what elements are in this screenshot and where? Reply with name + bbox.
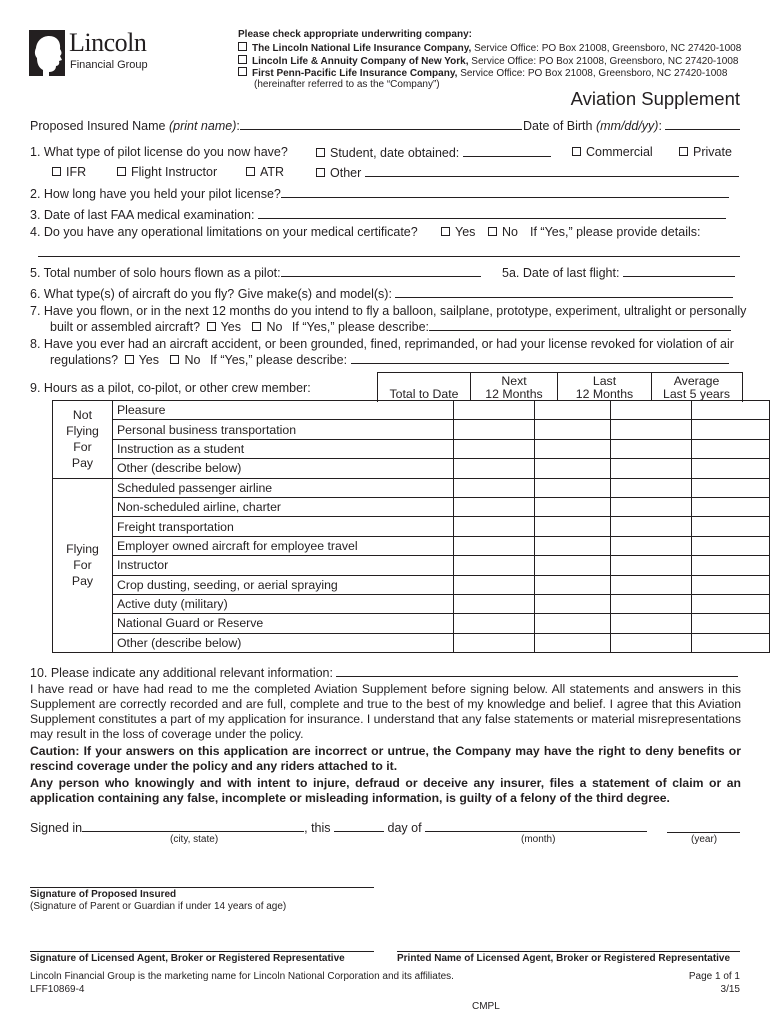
hours-input-cell[interactable] [453, 633, 534, 652]
hours-input-cell[interactable] [610, 556, 692, 575]
month-input[interactable] [425, 820, 647, 832]
q1-private[interactable]: Private [679, 145, 732, 159]
checkbox[interactable] [316, 148, 325, 157]
q7-line2: built or assembled aircraft? Yes No If “Yes,” please describe: [50, 319, 731, 334]
checkbox[interactable] [238, 67, 247, 76]
activity-label: Other (describe below) [112, 633, 453, 652]
table-row [53, 439, 770, 458]
hours-input-cell[interactable] [534, 556, 610, 575]
hours-input-cell[interactable] [692, 594, 770, 613]
table-row [53, 478, 770, 497]
q3-field[interactable]: 3. Date of last FAA medical examination: [30, 207, 726, 222]
dob-input[interactable] [665, 118, 740, 130]
city-state-hint: (city, state) [170, 834, 219, 845]
company-option-2[interactable]: Lincoln Life & Annuity Company of New York, Service Office: PO Box 21008, Greensboro, NC 27420-1008 [238, 55, 738, 67]
checkbox[interactable] [238, 42, 247, 51]
hours-input-cell[interactable] [610, 401, 692, 420]
q1-text: 1. What type of pilot license do you now have? [30, 145, 288, 159]
hours-input-cell[interactable] [453, 614, 534, 633]
year-input[interactable] [667, 832, 740, 833]
footer-page: Page 1 of 1 [688, 971, 740, 982]
activity-label: Crop dusting, seeding, or aerial spraying [112, 575, 453, 594]
hours-input-cell[interactable] [692, 556, 770, 575]
checkbox[interactable] [252, 322, 261, 331]
hours-input-cell[interactable] [534, 459, 610, 478]
activity-label: Personal business transportation [112, 420, 453, 439]
q8-line2: regulations? Yes No If “Yes,” please describe: [50, 352, 729, 367]
month-hint: (month) [521, 834, 556, 845]
hours-input-cell[interactable] [692, 439, 770, 458]
q4-details-line[interactable] [38, 256, 740, 257]
q5a-field[interactable]: 5a. Date of last flight: [502, 265, 735, 280]
hours-input-cell[interactable] [534, 401, 610, 420]
q1-ifr[interactable]: IFR [52, 165, 86, 179]
q9-text: 9. Hours as a pilot, co-pilot, or other crew member: [30, 381, 311, 395]
footer-form-number: LFF10869-4 [30, 984, 85, 995]
hours-input-cell[interactable] [692, 478, 770, 497]
agent-signature-label: Signature of Licensed Agent, Broker or Registered Representative [30, 953, 345, 964]
footer-code: CMPL [472, 1001, 500, 1012]
q2-field[interactable]: 2. How long have you held your pilot license? [30, 186, 729, 201]
checkbox[interactable] [125, 355, 134, 364]
hours-input-cell[interactable] [453, 517, 534, 536]
q6-field[interactable]: 6. What type(s) of aircraft do you fly? Give make(s) and model(s): [30, 286, 733, 301]
hours-input-cell[interactable] [534, 478, 610, 497]
hours-input-cell[interactable] [453, 497, 534, 516]
flying-group-label: Flying For Pay [53, 478, 113, 653]
checkbox[interactable] [488, 227, 497, 236]
not-flying-group-label: Not Flying For Pay [53, 401, 113, 479]
table-row [53, 556, 770, 575]
hours-input-cell[interactable] [610, 478, 692, 497]
hours-input-cell[interactable] [692, 614, 770, 633]
q5-field[interactable]: 5. Total number of solo hours flown as a pilot: [30, 265, 481, 280]
hours-input-cell[interactable] [453, 575, 534, 594]
activity-label: Instructor [112, 556, 453, 575]
hours-input-cell[interactable] [453, 594, 534, 613]
hours-input-cell[interactable] [534, 420, 610, 439]
dob-field[interactable]: Date of Birth (mm/dd/yy): [523, 118, 740, 133]
q1-other[interactable]: Other [316, 165, 739, 180]
activity-label: National Guard or Reserve [112, 614, 453, 633]
q1-instructor[interactable]: Flight Instructor [117, 165, 217, 179]
hours-input-cell[interactable] [453, 556, 534, 575]
checkbox[interactable] [238, 55, 247, 64]
checkbox[interactable] [117, 167, 126, 176]
hours-input-cell[interactable] [610, 594, 692, 613]
hours-input-cell[interactable] [692, 575, 770, 594]
hours-input-cell[interactable] [453, 536, 534, 555]
hours-input-cell[interactable] [534, 439, 610, 458]
col-next-12-months: Next 12 Months [485, 374, 543, 401]
q1-atr[interactable]: ATR [246, 165, 284, 179]
activity-label: Freight transportation [112, 517, 453, 536]
activity-label: Scheduled passenger airline [112, 478, 453, 497]
table-row [53, 614, 770, 633]
signed-in-field[interactable]: Signed in , this day of [30, 820, 647, 835]
hours-input-cell[interactable] [453, 459, 534, 478]
hours-input-cell[interactable] [534, 497, 610, 516]
agent-signature-line[interactable] [30, 951, 374, 952]
hours-input-cell[interactable] [610, 614, 692, 633]
table-row [53, 420, 770, 439]
q4-if-yes: If “Yes,” please provide details: [530, 225, 701, 239]
hours-input-cell[interactable] [534, 517, 610, 536]
table-row [53, 497, 770, 516]
hours-input-cell[interactable] [610, 497, 692, 516]
hours-input-cell[interactable] [453, 420, 534, 439]
lincoln-logo [29, 28, 169, 78]
checkbox[interactable] [679, 147, 688, 156]
q1-commercial[interactable]: Commercial [572, 145, 653, 159]
activity-label: Instruction as a student [112, 439, 453, 458]
hours-input-cell[interactable] [453, 478, 534, 497]
activity-label: Non-scheduled airline, charter [112, 497, 453, 516]
insured-signature-label: Signature of Proposed Insured [30, 889, 177, 900]
table-row [53, 517, 770, 536]
form-title: Aviation Supplement [570, 88, 740, 109]
hours-input-cell[interactable] [534, 594, 610, 613]
activity-label: Pleasure [112, 401, 453, 420]
hours-input-cell[interactable] [453, 401, 534, 420]
logo-wordmark: Lincoln [69, 28, 147, 57]
col-last-12-months: Last 12 Months [575, 374, 634, 401]
checkbox[interactable] [316, 168, 325, 177]
q4-yes[interactable]: Yes [441, 225, 475, 239]
hours-input-cell[interactable] [534, 614, 610, 633]
q4-text: 4. Do you have any operational limitations on your medical certificate? [30, 225, 418, 239]
checkbox[interactable] [52, 167, 61, 176]
insured-signature-line[interactable] [30, 887, 374, 888]
agent-printed-name-label: Printed Name of Licensed Agent, Broker or Registered Representative [397, 953, 731, 964]
table-row [53, 575, 770, 594]
hours-input-cell[interactable] [610, 633, 692, 652]
hours-input-cell[interactable] [692, 459, 770, 478]
checkbox[interactable] [170, 355, 179, 364]
q7-line1: 7. Have you flown, or in the next 12 months do you intend to fly a balloon, sailplane, prototype, experiment, ultralight or personally [30, 304, 747, 318]
checkbox[interactable] [246, 167, 255, 176]
hours-input-cell[interactable] [534, 633, 610, 652]
hours-input-cell[interactable] [692, 497, 770, 516]
attestation-statement: I have read or have had read to me the completed Aviation Supplement before signing below. All statements and answers in this Supplement are correctly recorded and are full, complete and true to the best of my knowledge and belief. I agree that this Aviation Supplement constitutes a part of my application for insurance. I understand that any false statements or material misrepresentations may result in the loss of coverage under the policy. [30, 682, 741, 741]
checkbox[interactable] [207, 322, 216, 331]
col-average-5-years: Average Last 5 years [663, 374, 730, 401]
lincoln-silhouette-icon [29, 30, 65, 76]
company-option-1[interactable]: The Lincoln National Life Insurance Company, Service Office: PO Box 21008, Greensboro, NC 27420-1008 [238, 42, 741, 54]
hours-input-cell[interactable] [692, 536, 770, 555]
hours-input-cell[interactable] [610, 420, 692, 439]
year-hint: (year) [691, 834, 718, 845]
hours-input-cell[interactable] [453, 439, 534, 458]
hours-input-cell[interactable] [534, 536, 610, 555]
hours-table [52, 400, 770, 653]
activity-label: Employer owned aircraft for employee travel [112, 536, 453, 555]
company-option-3[interactable]: First Penn-Pacific Life Insurance Company, Service Office: PO Box 21008, Greensboro, NC 27420-1008 [238, 67, 727, 79]
table-row [53, 633, 770, 652]
table-row [53, 594, 770, 613]
checkbox[interactable] [572, 147, 581, 156]
fraud-statement: Any person who knowingly and with intent to injure, defraud or deceive any insurer, files a statement of claim or an application containing any false, incomplete or misleading information, is guilty of a felony of the third degree. [30, 776, 741, 805]
agent-printed-name-line[interactable] [397, 951, 740, 952]
q4-no[interactable]: No [488, 225, 518, 239]
table-row [53, 536, 770, 555]
activity-label: Other (describe below) [112, 459, 453, 478]
q1-student[interactable]: Student, date obtained: [316, 145, 551, 160]
hours-input-cell[interactable] [610, 459, 692, 478]
table-row [53, 401, 770, 420]
q8-line1: 8. Have you ever had an aircraft accident, or been grounded, fined, reprimanded, or had your license revoked for violation of air [30, 337, 734, 351]
hours-input-cell[interactable] [692, 633, 770, 652]
caution-statement: Caution: If your answers on this application are incorrect or untrue, the Company may have the right to deny benefits or rescind coverage under the policy and any riders attached to it. [30, 744, 741, 773]
city-state-input[interactable] [82, 820, 304, 832]
table-row [53, 459, 770, 478]
hours-input-cell[interactable] [692, 420, 770, 439]
hours-input-cell[interactable] [610, 575, 692, 594]
day-input[interactable] [334, 820, 384, 832]
hours-input-cell[interactable] [534, 575, 610, 594]
insured-name-field[interactable]: Proposed Insured Name (print name): [30, 118, 522, 133]
footer-date: 3/15 [720, 984, 740, 995]
q10-field[interactable]: 10. Please indicate any additional relevant information: [30, 665, 738, 680]
hours-input-cell[interactable] [692, 517, 770, 536]
hours-input-cell[interactable] [610, 536, 692, 555]
underwriting-title: Please check appropriate underwriting company: [238, 29, 472, 40]
logo-subtitle: Financial Group [70, 59, 148, 71]
guardian-signature-label: (Signature of Parent or Guardian if under 14 years of age) [30, 901, 287, 912]
footer-marketing: Lincoln Financial Group is the marketing name for Lincoln National Corporation and its affiliates. [30, 971, 454, 982]
activity-label: Active duty (military) [112, 594, 453, 613]
hours-input-cell[interactable] [692, 401, 770, 420]
hours-input-cell[interactable] [610, 517, 692, 536]
insured-name-input[interactable] [240, 118, 522, 130]
hereinafter-note: (hereinafter referred to as the “Company”) [254, 79, 440, 90]
checkbox[interactable] [441, 227, 450, 236]
col-total-to-date: Total to Date [389, 387, 459, 401]
hours-input-cell[interactable] [610, 439, 692, 458]
